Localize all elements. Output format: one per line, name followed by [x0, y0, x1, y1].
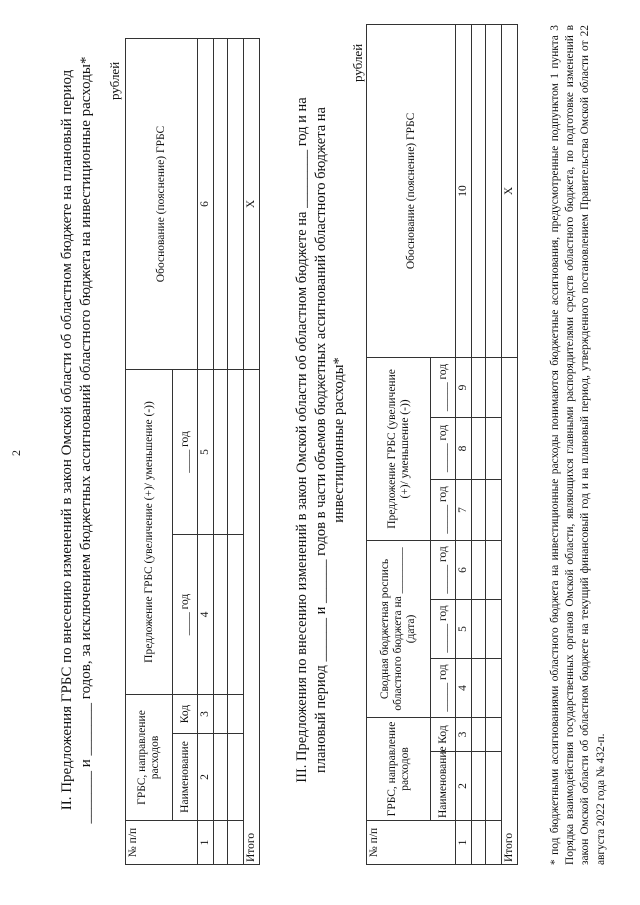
table-row	[214, 38, 228, 864]
s3-total-label: Итого	[502, 357, 518, 864]
s3-total-row	[502, 24, 518, 864]
table-row	[486, 24, 502, 864]
s3-total-mark: X	[502, 24, 518, 357]
s3-header-basis: Обоснование (пояснение) ГРБС	[367, 24, 456, 357]
s3-header-year: _____ год	[431, 357, 456, 417]
s2-header-year-a: ____ год	[173, 535, 198, 695]
s2-total-label: Итого	[244, 369, 260, 864]
s2-colnum: 2	[198, 734, 214, 821]
page-number: 2	[9, 450, 23, 456]
s2-colnum: 6	[198, 38, 214, 369]
s3-header-year: _____ год	[431, 540, 456, 599]
s3-header-budget-list	[367, 540, 431, 717]
s2-total-mark: X	[244, 38, 260, 369]
s2-header-grbs: ГРБС, направление расходов	[126, 695, 173, 821]
s3-header-grbs: ГРБС, направление расходов	[367, 718, 431, 821]
s3-colnum: 8	[456, 417, 472, 479]
section2-table	[125, 38, 260, 865]
s2-header-num: № п/п	[126, 821, 198, 865]
s2-header-year-b: ____ год	[173, 369, 198, 534]
s3-colnum: 1	[456, 821, 472, 865]
s3-colnum: 6	[456, 540, 472, 599]
s3-budget-date: (дата)	[405, 614, 417, 644]
s3-colnum: 2	[456, 752, 472, 821]
s3-colnum: 5	[456, 600, 472, 659]
s2-header-basis: Обоснование (пояснение) ГРБС	[126, 38, 198, 369]
s3-header-year: _____ год	[431, 659, 456, 718]
section2-title-line2: _______ и _______ годов, за исключением бюджетных ассигнований областного бюджета на инвестиционные расходы*	[78, 56, 94, 824]
table-row	[228, 38, 244, 864]
footnote: * под бюджетными ассигнованиями областного бюджета на инвестиционные расходы понимаются бюджетные ассигнования, предусмотренные подпунктом 1 пункта 3 Порядка взаимодействия государственных органов Омской области, являющихся главными распорядителями средств областного бюджета, по подготовке изменений в закон Омской области об областном бюджете на текущий финансовый год и на плановый период, утвержденного постановлением Правительства Омской области от 22 августа 2022 года № 432-п.	[549, 25, 607, 865]
s2-colnum: 1	[198, 821, 214, 865]
s2-header-proposal: Предложение ГРБС (увеличение (+)/ уменьшение (-))	[126, 369, 173, 694]
s3-colnum: 3	[456, 718, 472, 752]
s3-header-name: Наименование	[431, 752, 456, 821]
s3-colnum: 10	[456, 24, 472, 357]
s2-total-row	[244, 38, 260, 864]
s3-header-year: _____ год	[431, 479, 456, 540]
s2-header-code: Код	[173, 695, 198, 734]
s2-colnum: 3	[198, 695, 214, 734]
section3-unit-label: рублей	[350, 43, 365, 82]
s3-header-proposal: Предложение ГРБС (увеличение (+)/ уменьшение (-))	[367, 357, 431, 540]
section3-title-line3: инвестиционные расходы*	[331, 357, 347, 523]
s3-header-num: № п/п	[367, 821, 456, 865]
s3-header-code: Код	[431, 718, 456, 752]
s3-colnum: 7	[456, 479, 472, 540]
s3-colnum: 4	[456, 659, 472, 718]
s2-colnum: 5	[198, 369, 214, 534]
table-row	[472, 24, 486, 864]
section2-title-line1: II. Предложения ГРБС по внесению изменений в закон Омской области об областном бюджете на плановый период	[59, 69, 75, 811]
section2-title	[58, 25, 96, 855]
s2-colnum: 4	[198, 535, 214, 695]
section3-title	[293, 25, 349, 855]
s3-colnum: 9	[456, 357, 472, 417]
s2-header-name: Наименование	[173, 734, 198, 821]
section3-table	[366, 24, 518, 865]
s3-header-year: _____ год	[431, 417, 456, 479]
section3-title-line2: плановый период ______ и ______ годов в части объемов бюджетных ассигнований областного бюджета на	[312, 107, 329, 773]
s3-budget-list-label: Сводная бюджетная роспись областного бюджета на ________	[379, 547, 404, 711]
section2-unit-label: рублей	[107, 61, 122, 100]
section3-title-line1: III. Предложения по внесению изменений в закон Омской области об областном бюджете на ________ год и на	[294, 97, 310, 783]
s3-header-year: _____ год	[431, 600, 456, 659]
